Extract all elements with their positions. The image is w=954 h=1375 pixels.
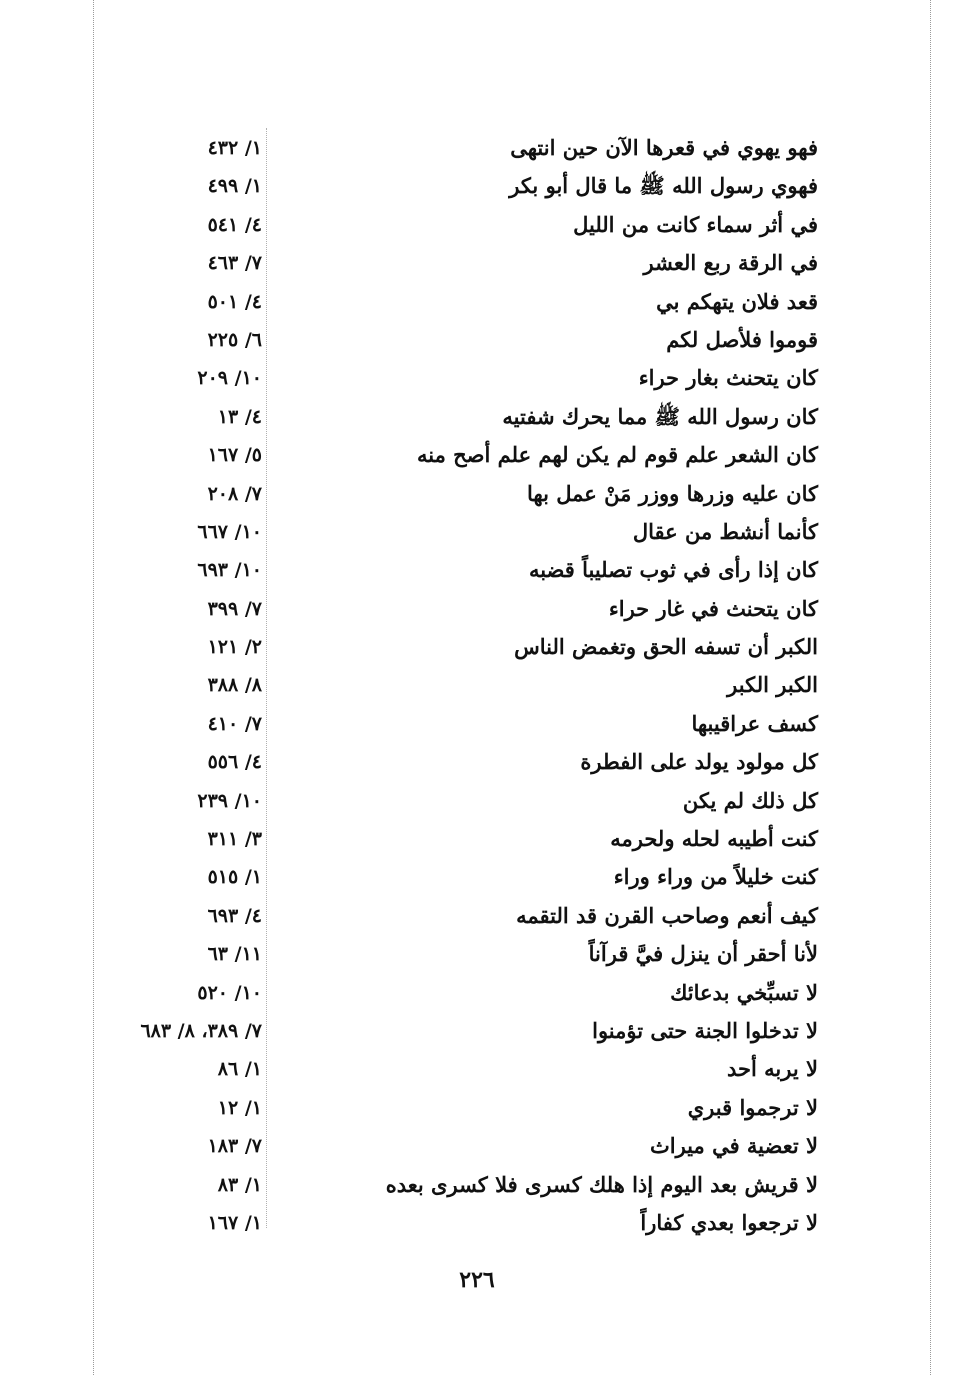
list-item	[0, 1013, 954, 1051]
list-item	[0, 284, 954, 322]
volume-page-reference: ١٠/ ٦٦٧	[197, 520, 262, 543]
volume-page-reference: ١/ ١٦٧	[207, 1211, 262, 1234]
hadith-text: لا يربه أحد	[727, 1056, 818, 1082]
hadith-text: كان الشعر علم قوم لم يكن لهم علم أصح منه	[416, 442, 818, 468]
volume-page-reference: ٤/ ٥٤١	[207, 213, 262, 236]
volume-page-reference: ٤/ ٥٥٦	[207, 751, 262, 774]
volume-page-reference: ٧/ ١٨٣	[207, 1135, 262, 1158]
list-item	[0, 859, 954, 897]
volume-page-reference: ٤/ ٦٩٣	[207, 904, 262, 927]
hadith-text: قعد فلان يتهكم بي	[656, 288, 818, 314]
volume-page-reference: ٧/ ٢٠٨	[207, 482, 262, 505]
hadith-text: كل ذلك لم يكن	[682, 787, 818, 813]
list-item	[0, 1128, 954, 1166]
list-item	[0, 898, 954, 936]
hadith-text: فهو يهوي في قعرها الآن حين انتهى	[510, 135, 818, 160]
hadith-text: لا ترجموا قبري	[687, 1094, 818, 1120]
volume-page-reference: ٢/ ١٢١	[207, 636, 262, 659]
hadith-text: لا قريش بعد اليوم إذا هلك كسرى فلا كسرى بعده	[385, 1171, 818, 1197]
volume-page-reference: ١٠/ ٢٠٩	[197, 367, 262, 390]
hadith-text: كنت أطيبه لحله ولحرمه	[610, 826, 818, 852]
hadith-text: لأنا أحقر أن ينزل فيَّ قرآناً	[588, 941, 818, 967]
list-item	[0, 975, 954, 1013]
volume-page-reference: ١٠/ ٥٢٠	[197, 981, 262, 1004]
page-number: ٢٢٦	[459, 1267, 495, 1293]
list-item	[0, 207, 954, 245]
hadith-text: لا تسبِّخي بدعائك	[670, 979, 818, 1005]
hadith-text: لا ترجعوا بعدي كفاراً	[640, 1209, 818, 1235]
list-item	[0, 821, 954, 859]
volume-page-reference: ١٠/ ٢٣٩	[197, 789, 262, 812]
volume-page-reference: ١/ ٤٣٢	[207, 137, 262, 159]
list-item	[0, 1090, 954, 1128]
list-item	[0, 667, 954, 705]
list-item	[0, 322, 954, 360]
list-item	[0, 1051, 954, 1089]
volume-page-reference: ٧/ ٣٨٩، ٨/ ٦٨٣	[140, 1019, 262, 1042]
hadith-text: الكبر أن تسفه الحق وتغمض الناس	[514, 634, 818, 660]
volume-page-reference: ٧/ ٤٦٣	[207, 252, 262, 275]
list-item	[0, 783, 954, 821]
volume-page-reference: ٧/ ٣٩٩	[207, 597, 262, 620]
hadith-text: كان إذا رأى في ثوب تصليباً قضبه	[528, 557, 818, 583]
volume-page-reference: ١/ ٥١٥	[207, 866, 262, 889]
list-item	[0, 591, 954, 629]
volume-page-reference: ٥/ ١٦٧	[207, 444, 262, 467]
volume-page-reference: ١/ ٤٩٩	[207, 175, 262, 198]
volume-page-reference: ٦/ ٢٢٥	[207, 328, 262, 351]
hadith-text: لا تعضية في ميراث	[649, 1133, 818, 1159]
volume-page-reference: ٧/ ٤١٠	[207, 712, 262, 735]
volume-page-reference: ٤/ ٥٠١	[207, 290, 262, 313]
list-item	[0, 130, 954, 168]
list-item	[0, 360, 954, 398]
list-item	[0, 552, 954, 590]
volume-page-reference: ٤/ ١٣	[217, 405, 262, 428]
hadith-text: كان رسول الله ﷺ مما يحرك شفتيه	[502, 403, 818, 429]
hadith-text: كان يتحنث في غار حراء	[608, 595, 818, 621]
hadith-text: كنت خليلاً من وراء وراء	[613, 864, 818, 890]
hadith-index-list	[0, 130, 954, 1243]
list-item	[0, 437, 954, 475]
hadith-text: كسف عراقيبها	[691, 710, 818, 736]
list-item	[0, 399, 954, 437]
hadith-text: في الرقة ربع العشر	[643, 250, 818, 276]
hadith-text: كان يتحنث بغار حراء	[638, 365, 818, 391]
volume-page-reference: ١/ ٨٦	[217, 1058, 262, 1081]
list-item	[0, 514, 954, 552]
list-item	[0, 936, 954, 974]
hadith-text: كيف أنعم وصاحب القرن قد التقمه	[516, 902, 818, 928]
volume-page-reference: ١/ ٨٣	[217, 1173, 262, 1196]
volume-page-reference: ٣/ ٣١١	[207, 828, 262, 851]
list-item	[0, 168, 954, 206]
list-item	[0, 706, 954, 744]
list-item	[0, 245, 954, 283]
hadith-text: كان عليه وزرها ووزر مَنْ عمل بها	[527, 480, 818, 506]
list-item	[0, 476, 954, 514]
list-item	[0, 1167, 954, 1205]
hadith-text: كل مولود يولد على الفطرة	[580, 749, 818, 775]
hadith-text: في أثر سماء كانت من الليل	[573, 211, 818, 237]
hadith-text: فهوي رسول الله ﷺ ما قال أبو بكر	[509, 173, 818, 199]
volume-page-reference: ١/ ١٢	[217, 1096, 262, 1119]
volume-page-reference: ١٠/ ٦٩٣	[197, 559, 262, 582]
hadith-text: كأنما أنشط من عقال	[632, 518, 818, 544]
list-item	[0, 629, 954, 667]
list-item	[0, 744, 954, 782]
hadith-text: لا تدخلوا الجنة حتى تؤمنوا	[592, 1017, 818, 1043]
volume-page-reference: ٨/ ٣٨٨	[207, 674, 262, 697]
hadith-text: الكبر الكبر	[727, 672, 818, 698]
volume-page-reference: ١١/ ٦٣	[207, 943, 262, 966]
list-item	[0, 1205, 954, 1243]
hadith-text: قوموا فلأصل لكم	[666, 326, 818, 352]
